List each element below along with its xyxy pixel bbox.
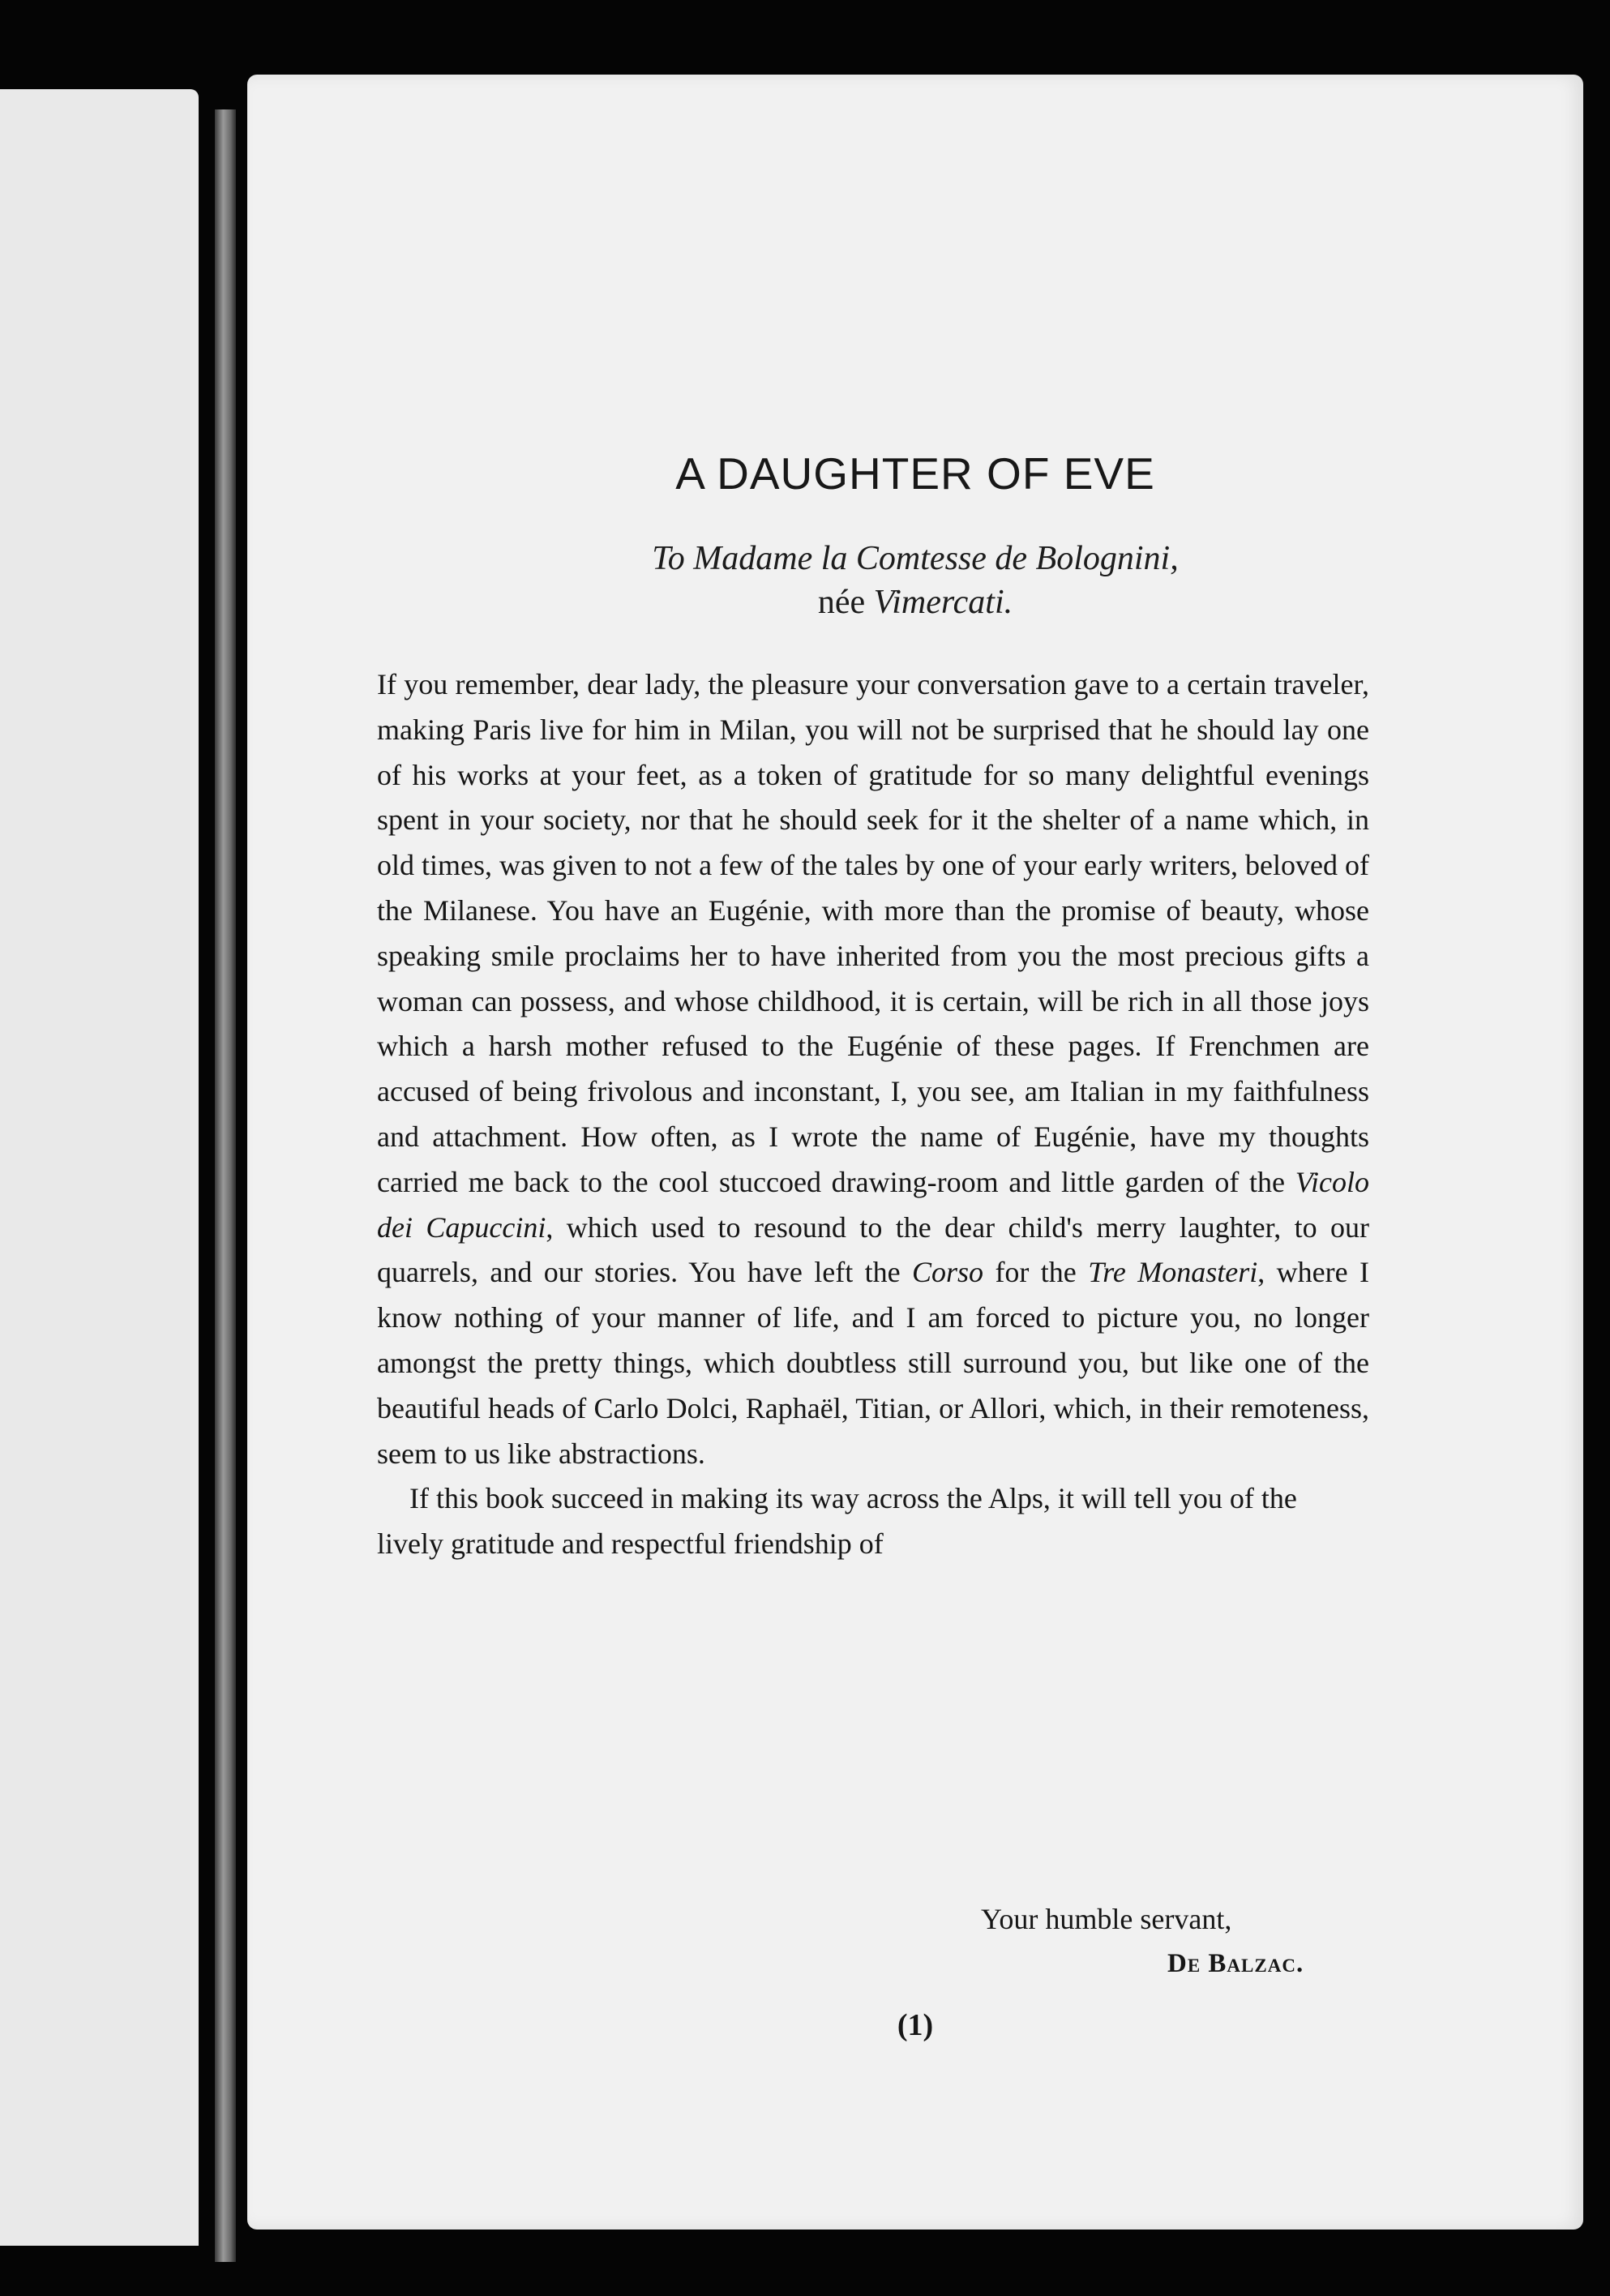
dedication-nee: née (817, 584, 874, 621)
dedication-letter (377, 662, 1369, 1567)
italic-place-name: Vicolo dei Capuccini (377, 1165, 1369, 1244)
letter-paragraph-2: If this book succeed in making its way across the Alps, it will tell you of the lively gratitude and respectful friendship of (377, 1482, 1297, 1561)
paragraph-text: If you remember, dear lady, the pleasure your conversation gave to a certain traveler, making Paris live for him in Milan, you will not be surprised that he should lay one of his works at your feet, as a token of gratitude for so many delightful evenings spent in your society, nor that he should seek for it the shelter of a name which, in old times, was given to not a few of the tales by one of your early writers, beloved of the Milanese. You have an Eugénie, with more than the promise of beauty, whose speaking smile proclaims her to have inherited from you the most precious gifts a woman can possess, and whose childhood, it is certain, will be rich in all those joys which a harsh mother refused to the Eugénie of these pages. If Frenchmen are accused of being frivolous and inconstant, I, you see, am Italian in my faithfulness and attachment. How often, as I wrote the name of Eugénie, have my thoughts carried me back to the cool stuccoed drawing-room and little garden of the (377, 668, 1369, 1198)
dedication (247, 537, 1583, 624)
paragraph-text: for the (983, 1256, 1089, 1289)
dedication-line-1: To Madame la Comtesse de Bolognini, (652, 540, 1179, 577)
italic-place-name: Corso (912, 1256, 984, 1289)
italic-place-name: Tre Monasteri (1088, 1256, 1258, 1289)
dedication-line-2 (247, 580, 1583, 624)
letter-closing: Your humble servant, (981, 1903, 1232, 1935)
author-signature: De Balzac. (1167, 1949, 1304, 1978)
page-number: (1) (897, 2008, 934, 2042)
book-page (247, 75, 1583, 2230)
page-title: A DAUGHTER OF EVE (675, 448, 1155, 499)
paragraph-text: , where I know nothing of your manner of life, and I am forced to picture you, no longer amongst the pretty things, which doubtless still surround you, but like one of the beautiful heads of Carlo Dolci, Raphaël, Titian, or Allori, which, in their remoteness, seem to us like abstractions. (377, 1256, 1369, 1470)
book-spine (215, 109, 236, 2262)
paragraph-text: , which used to resound to the dear child's merry laughter, to our quarrels, and our stories. You have left the (377, 1210, 1369, 1289)
previous-page-edge (0, 89, 199, 2246)
letter-paragraph-1 (377, 662, 1369, 1476)
dedication-maiden-name: Vimercati. (873, 584, 1013, 621)
